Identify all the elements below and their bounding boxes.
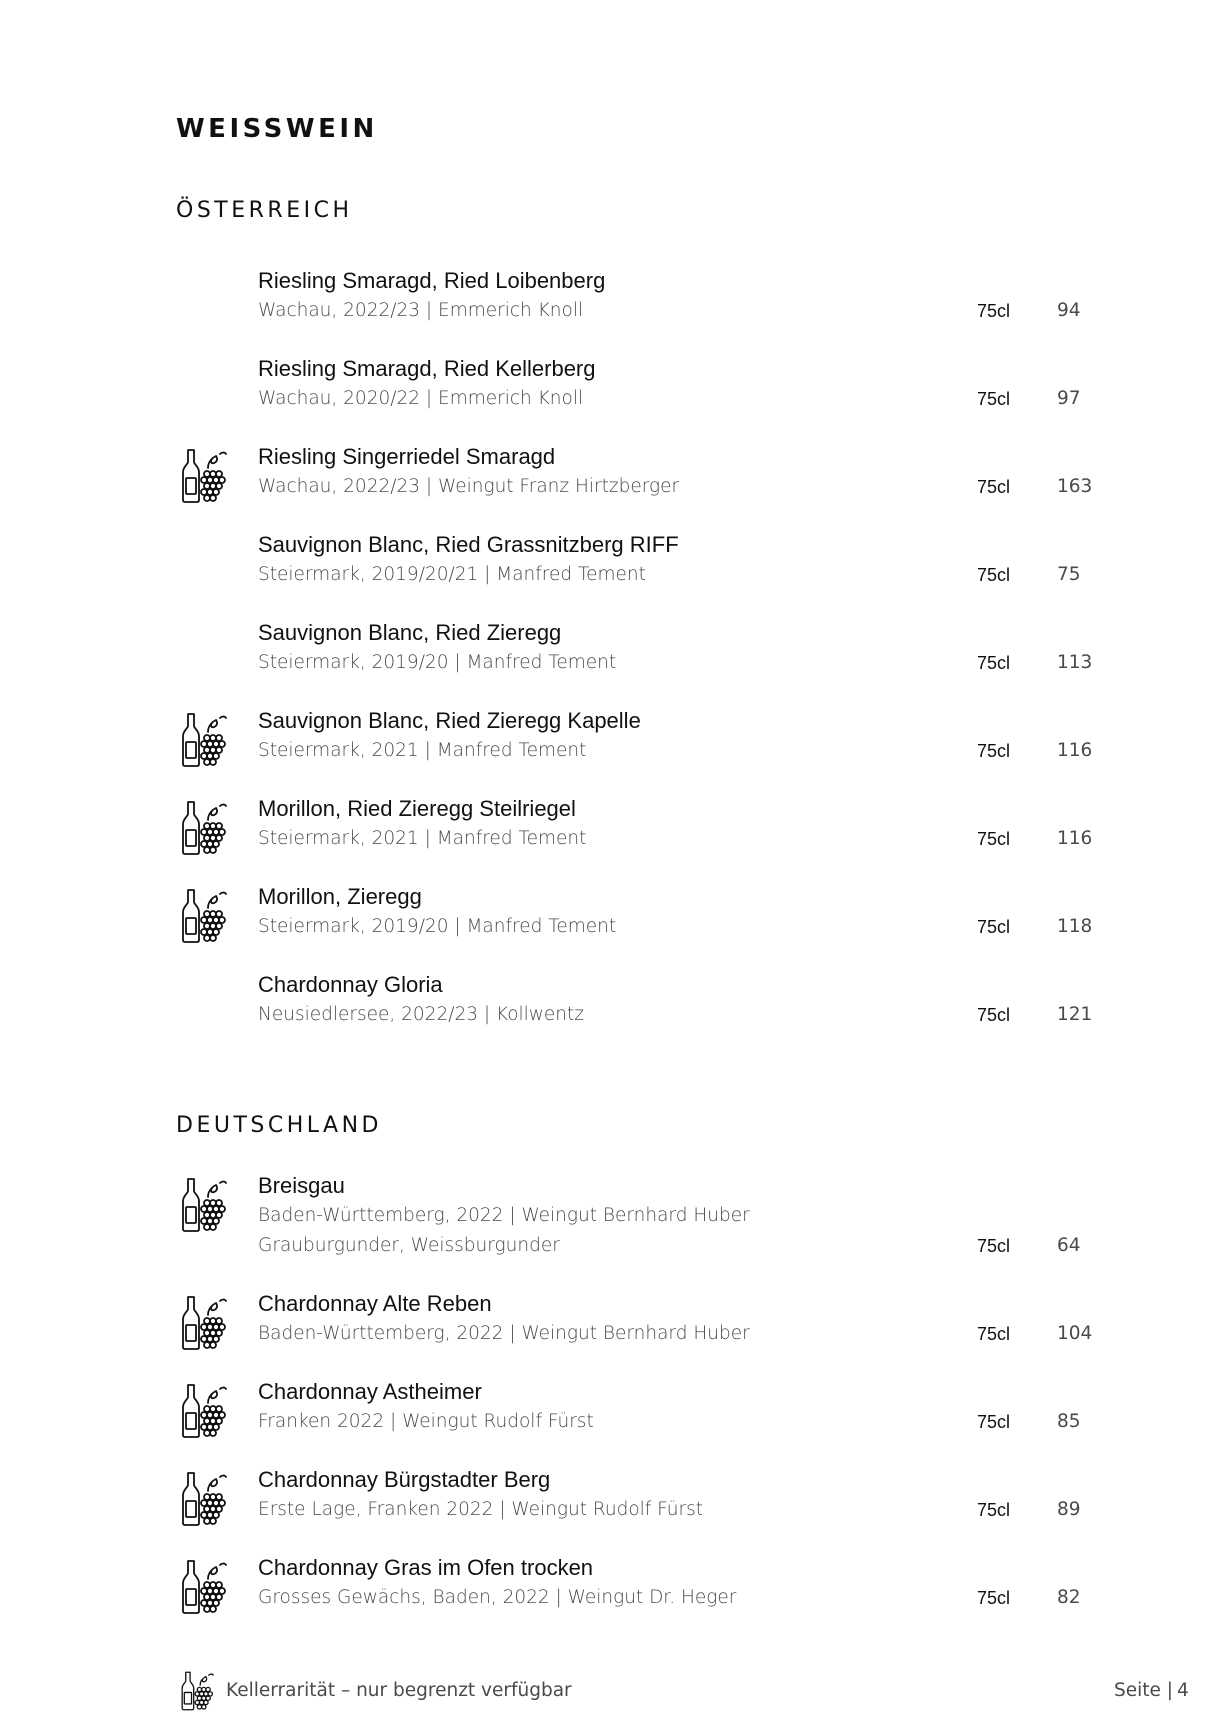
wine-item <box>0 972 1222 1048</box>
wine-details: Baden-Württemberg, 2022 | Weingut Bernhard Huber <box>258 1205 750 1226</box>
wine-details: Steiermark, 2019/20 | Manfred Tement <box>258 652 617 673</box>
wine-details: Steiermark, 2021 | Manfred Tement <box>258 828 587 849</box>
section-title-oesterreich: ÖSTERREICH <box>176 198 353 223</box>
wine-bottle-grapes-icon <box>180 1295 230 1351</box>
page-label: Seite | <box>1114 1680 1174 1701</box>
wine-bottle-size: 75cl <box>977 741 1011 761</box>
page-number <box>1114 1680 1193 1701</box>
wine-bottle-grapes-icon <box>180 448 230 504</box>
wine-price: 113 <box>1057 652 1093 673</box>
wine-details: Grosses Gewächs, Baden, 2022 | Weingut Dr. Heger <box>258 1587 737 1608</box>
wine-price: 116 <box>1057 828 1093 849</box>
wine-bottle-size: 75cl <box>977 829 1011 849</box>
page-title: WEISSWEIN <box>176 114 378 144</box>
wine-item <box>0 1173 1222 1277</box>
wine-bottle-size: 75cl <box>977 1500 1011 1520</box>
wine-name: Chardonnay Gras im Ofen trocken <box>258 1555 594 1580</box>
wine-details: Wachau, 2020/22 | Emmerich Knoll <box>258 388 584 409</box>
wine-details: Franken 2022 | Weingut Rudolf Fürst <box>258 1411 594 1432</box>
wine-price: 97 <box>1057 388 1081 409</box>
wine-item <box>0 796 1222 872</box>
wine-name: Chardonnay Alte Reben <box>258 1291 492 1316</box>
wine-bottle-size: 75cl <box>977 917 1011 937</box>
wine-bottle-size: 75cl <box>977 565 1011 585</box>
wine-name: Morillon, Ried Zieregg Steilriegel <box>258 796 576 821</box>
wine-name: Breisgau <box>258 1173 345 1198</box>
wine-bottle-size: 75cl <box>977 1588 1011 1608</box>
wine-bottle-grapes-icon <box>180 1471 230 1527</box>
wine-details: Steiermark, 2019/20 | Manfred Tement <box>258 916 617 937</box>
wine-price: 163 <box>1057 476 1093 497</box>
wine-item <box>0 1291 1222 1367</box>
wine-price: 121 <box>1057 1004 1093 1025</box>
section-title-deutschland: DEUTSCHLAND <box>176 1113 382 1138</box>
wine-item <box>0 884 1222 960</box>
wine-name: Chardonnay Gloria <box>258 972 443 997</box>
wine-price: 64 <box>1057 1235 1081 1256</box>
wine-details: Neusiedlersee, 2022/23 | Kollwentz <box>258 1004 584 1025</box>
wine-price: 94 <box>1057 300 1081 321</box>
wine-price: 75 <box>1057 564 1081 585</box>
wine-item <box>0 532 1222 608</box>
wine-name: Sauvignon Blanc, Ried Zieregg <box>258 620 562 645</box>
wine-item <box>0 1555 1222 1631</box>
wine-bottle-size: 75cl <box>977 477 1011 497</box>
wine-bottle-size: 75cl <box>977 1324 1011 1344</box>
wine-name: Morillon, Zieregg <box>258 884 422 909</box>
wine-item <box>0 268 1222 344</box>
wine-price: 85 <box>1057 1411 1081 1432</box>
wine-bottle-size: 75cl <box>977 1236 1011 1256</box>
wine-bottle-grapes-icon <box>180 1670 216 1712</box>
wine-bottle-grapes-icon <box>180 800 230 856</box>
wine-name: Chardonnay Bürgstadter Berg <box>258 1467 551 1492</box>
wine-item <box>0 444 1222 520</box>
wine-details: Grauburgunder, Weissburgunder <box>258 1235 560 1256</box>
wine-item <box>0 356 1222 432</box>
wine-bottle-size: 75cl <box>977 1005 1011 1025</box>
wine-bottle-grapes-icon <box>180 1383 230 1439</box>
wine-details: Wachau, 2022/23 | Emmerich Knoll <box>258 300 584 321</box>
wine-details: Wachau, 2022/23 | Weingut Franz Hirtzberger <box>258 476 680 497</box>
page-footer <box>0 1668 1222 1718</box>
wine-price: 118 <box>1057 916 1093 937</box>
wine-name: Chardonnay Astheimer <box>258 1379 482 1404</box>
page-number-value: 4 <box>1177 1680 1189 1701</box>
wine-item <box>0 1379 1222 1455</box>
wine-price: 116 <box>1057 740 1093 761</box>
wine-name: Sauvignon Blanc, Ried Grassnitzberg RIFF <box>258 532 679 557</box>
wine-item <box>0 708 1222 784</box>
wine-details: Steiermark, 2019/20/21 | Manfred Tement <box>258 564 646 585</box>
wine-name: Riesling Singerriedel Smaragd <box>258 444 556 469</box>
footer-legend: Kellerrarität – nur begrenzt verfügbar <box>226 1680 572 1701</box>
wine-item <box>0 620 1222 696</box>
wine-item <box>0 1467 1222 1543</box>
wine-bottle-grapes-icon <box>180 888 230 944</box>
wine-name: Riesling Smaragd, Ried Loibenberg <box>258 268 606 293</box>
wine-name: Sauvignon Blanc, Ried Zieregg Kapelle <box>258 708 641 733</box>
wine-price: 104 <box>1057 1323 1093 1344</box>
wine-bottle-size: 75cl <box>977 653 1011 673</box>
wine-name: Riesling Smaragd, Ried Kellerberg <box>258 356 596 381</box>
wine-details: Steiermark, 2021 | Manfred Tement <box>258 740 587 761</box>
wine-details: Erste Lage, Franken 2022 | Weingut Rudolf Fürst <box>258 1499 704 1520</box>
wine-price: 89 <box>1057 1499 1081 1520</box>
wine-bottle-size: 75cl <box>977 1412 1011 1432</box>
wine-bottle-size: 75cl <box>977 301 1011 321</box>
wine-bottle-grapes-icon <box>180 1177 230 1233</box>
wine-details: Baden-Württemberg, 2022 | Weingut Bernhard Huber <box>258 1323 750 1344</box>
wine-bottle-grapes-icon <box>180 1559 230 1615</box>
wine-bottle-size: 75cl <box>977 389 1011 409</box>
wine-bottle-grapes-icon <box>180 712 230 768</box>
wine-price: 82 <box>1057 1587 1081 1608</box>
